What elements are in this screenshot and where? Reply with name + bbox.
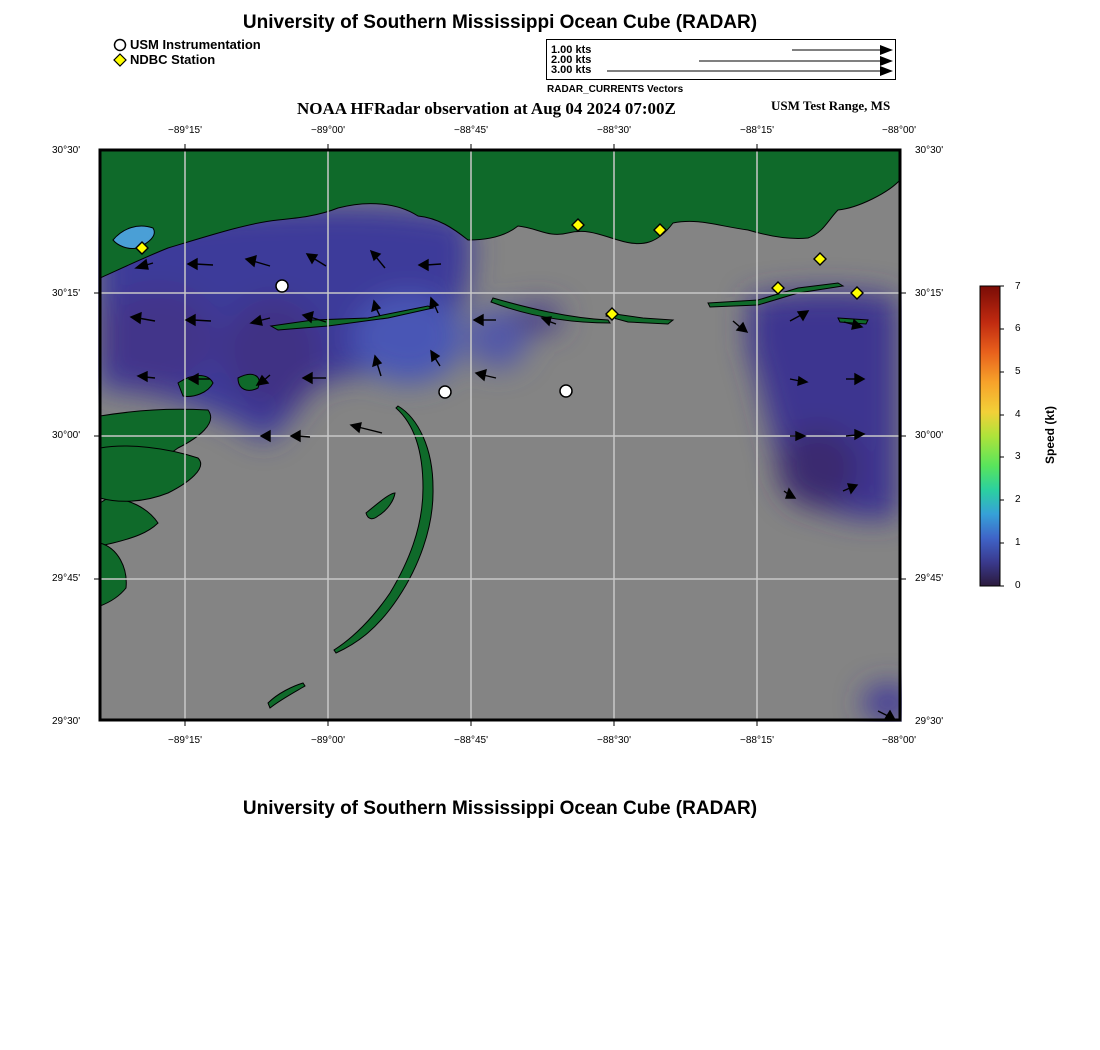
right-lat-tick-label: 29°45' (915, 573, 944, 584)
top-lon-tick-label: −88°15' (740, 125, 774, 136)
frame-ticks (94, 142, 906, 728)
bottom-lon-tick-label: −88°00' (882, 735, 916, 746)
vector-scale-3kt-label: 3.00 kts (551, 64, 592, 76)
left-lat-tick-label: 29°45' (52, 573, 81, 584)
legend-ndbc-label: NDBC Station (130, 52, 216, 67)
colorbar-tick-label: 0 (1015, 580, 1021, 591)
left-lat-tick-label: 29°30' (52, 716, 81, 727)
colorbar-tick-label: 2 (1015, 494, 1021, 505)
colorbar-tick-label: 1 (1015, 537, 1021, 548)
top-lon-tick-label: −88°45' (454, 125, 488, 136)
colorbar-tick-label: 3 (1015, 451, 1021, 462)
bottom-lon-tick-label: −88°30' (597, 735, 631, 746)
right-lat-tick-label: 30°30' (915, 145, 944, 156)
colorbar-label: Speed (kt) (1043, 406, 1057, 465)
map-title: University of Southern Mississippi Ocean Cube (RADAR) (242, 12, 758, 33)
ndbc-station-icon (113, 53, 127, 67)
legend-usm-label: USM Instrumentation (130, 37, 261, 52)
vector-scale-caption: RADAR_CURRENTS Vectors (547, 84, 684, 95)
right-lat-tick-label: 30°00' (915, 430, 944, 441)
left-lat-tick-label: 30°00' (52, 430, 81, 441)
colorbar-tick-label: 4 (1015, 409, 1021, 420)
bottom-lon-tick-label: −88°45' (454, 735, 488, 746)
vector-scale-1kt-label: 1.00 kts (551, 44, 592, 56)
right-lat-tick-label: 30°15' (915, 288, 944, 299)
left-lat-tick-label: 30°30' (52, 145, 81, 156)
left-lat-tick-label: 30°15' (52, 288, 81, 299)
observation-subtitle: NOAA HFRadar observation at Aug 04 2024 07:00Z (297, 99, 676, 118)
colorbar-tick-label: 5 (1015, 366, 1021, 377)
speed-colorbar (975, 280, 1035, 590)
colorbar-tick-label: 7 (1015, 281, 1021, 292)
vector-scale-2kt-label: 2.00 kts (551, 54, 592, 66)
map-legend (112, 37, 312, 71)
vector-scale-arrows (547, 40, 895, 79)
top-lon-tick-label: −89°00' (311, 125, 345, 136)
bottom-lon-tick-label: −89°00' (311, 735, 345, 746)
top-lon-tick-label: −88°30' (597, 125, 631, 136)
top-lon-tick-label: −89°15' (168, 125, 202, 136)
bottom-title: University of Southern Mississippi Ocean Cube (RADAR) (242, 798, 758, 819)
usm-instrumentation-icon (113, 38, 127, 52)
vector-scale-box (546, 39, 896, 80)
bottom-lon-tick-label: −89°15' (168, 735, 202, 746)
colorbar-tick-label: 6 (1015, 323, 1021, 334)
range-label: USM Test Range, MS (771, 98, 891, 113)
right-lat-tick-label: 29°30' (915, 716, 944, 727)
bottom-lon-tick-label: −88°15' (740, 735, 774, 746)
top-lon-tick-label: −88°00' (882, 125, 916, 136)
